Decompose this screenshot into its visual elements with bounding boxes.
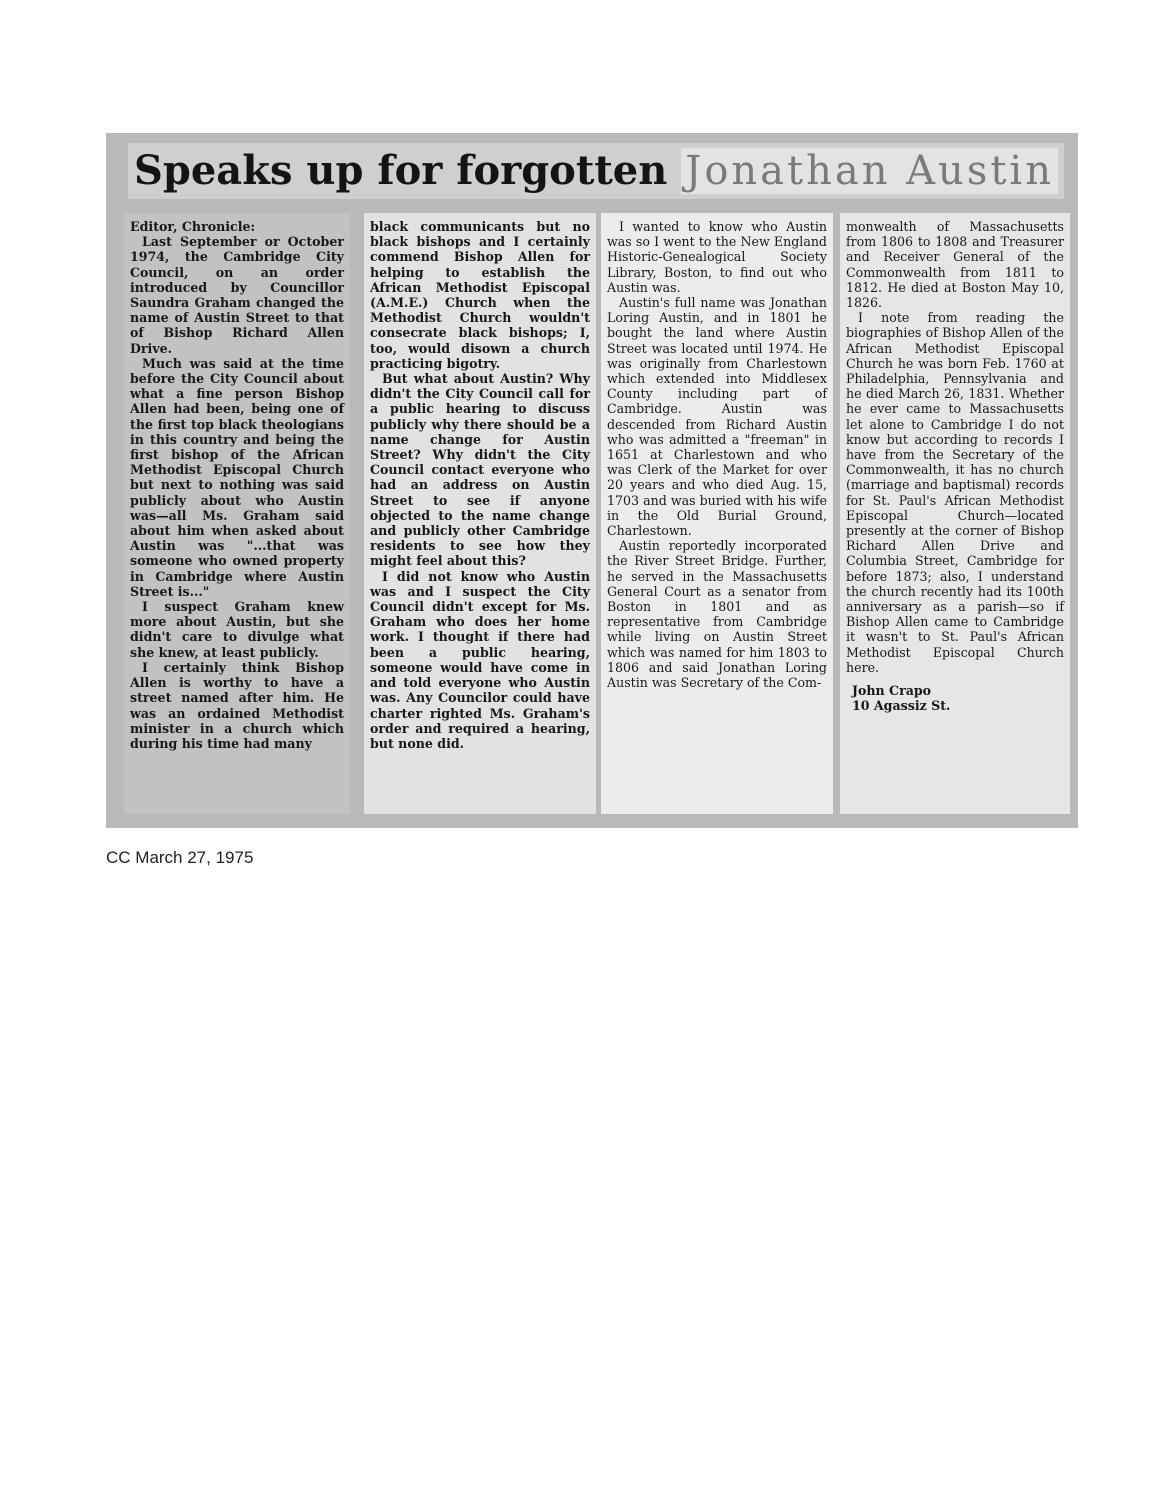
- article-column-2: [364, 213, 596, 814]
- paragraph: black communicants but no black bishops and I certainly commend Bishop Allen for helping to establish the African Methodist Episcopal (A.M.E.) Church when the Methodist Church wouldn't consecrate black bishops; I, too, would disown a church practicing bigotry.: [370, 219, 590, 371]
- paragraph: Austin reportedly incorporated the River Street Bridge. Further, he served in the Massachusetts General Court as a senator from Boston in 1801 and as representative from Cambridge while living on Austin Street which was named for him 1803 to 1806 and said Jonathan Loring Austin was Secretary of the Com-: [607, 538, 827, 691]
- paragraph: Much was said at the time before the City Council about what a fine person Bishop Allen had been, being one of the first top black theologians in this country and being the first bishop of the African Methodist Episcopal Church but next to nothing was said publicly about who Austin was—all Ms. Graham said about him when asked about Austin was "...that was someone who owned property in Cambridge where Austin Street is...": [130, 355, 344, 599]
- paragraph: I certainly think Bishop Allen is worthy to have a street named after him. He was an ordained Methodist minister in a church which during his time had many: [130, 659, 344, 751]
- headline: [128, 143, 1064, 199]
- newspaper-clipping: [106, 133, 1078, 828]
- article-column-4: [840, 213, 1070, 814]
- signature-name: John Crapo: [852, 683, 932, 699]
- paragraph: I note from reading the biographies of Bishop Allen of the African Methodist Episcopal Church he was born Feb. 1760 at Philadelphia, Pennsylvania and he died March 26, 1831. Whether he ever came to Massachusetts let alone to Cambridge I do not know but according to records I have from the Secretary of the Commonwealth, it has no church (marriage and baptismal) records for St. Paul's African Methodist Episcopal Church—located presently at the corner of Bishop Richard Allen Drive and Columbia Street, Cambridge for before 1873; also, I understand the church recently had its 100th anniversary as a parish—so if Bishop Allen came to Cambridge it wasn't to St. Paul's African Methodist Episcopal Church here.: [846, 310, 1064, 675]
- salutation: Editor, Chronicle:: [130, 219, 256, 234]
- headline-highlighted-text: Jonathan Austin: [681, 148, 1058, 194]
- signature-address: 10 Agassiz St.: [852, 698, 951, 714]
- caption: CC March 27, 1975: [106, 848, 254, 867]
- paragraph: But what about Austin? Why didn't the City Council call for a public hearing to discuss publicly why there should be a name change for Austin Street? Why didn't the City Council contact everyone who had an address on Austin Street to see if anyone objected to the name change and publicly other Cambridge residents to see how they might feel about this?: [370, 371, 590, 569]
- headline-dark-text: Speaks up for forgotten: [134, 147, 668, 194]
- paragraph: I did not know who Austin was and I suspect the City Council didn't except for Ms. Graham who does her home work. I thought if there had been a public hearing, someone would have come in and told everyone who Austin was. Any Councilor could have charter righted Ms. Graham's order and required a hearing, but none did.: [370, 568, 590, 751]
- article-column-3: [601, 213, 833, 814]
- paragraph: Last September or October 1974, the Cambridge City Council, on an order introduced by Councillor Saundra Graham changed the name of Austin Street to that of Bishop Richard Allen Drive.: [130, 234, 344, 356]
- article-column-1: [124, 213, 350, 814]
- paragraph: I suspect Graham knew more about Austin, but she didn't care to divulge what she knew, at least publicly.: [130, 599, 344, 660]
- paragraph: Austin's full name was Jonathan Loring Austin, and in 1801 he bought the land where Austin Street was located until 1974. He was originally from Charlestown which extended into Middlesex County including part of Cambridge. Austin was descended from Richard Austin who was admitted a "freeman" in 1651 at Charlestown and who was Clerk of the Market for over 20 years and who died Aug. 15, 1703 and was buried with his wife in the Old Burial Ground, Charlestown.: [607, 295, 827, 539]
- paragraph: I wanted to know who Austin was so I went to the New England Historic-Genealogical Society Library, Boston, to find out who Austin was.: [607, 219, 827, 295]
- paragraph: monwealth of Massachusetts from 1806 to 1808 and Treasurer and Receiver General of the Commonwealth from 1811 to 1812. He died at Boston May 10, 1826.: [846, 219, 1064, 311]
